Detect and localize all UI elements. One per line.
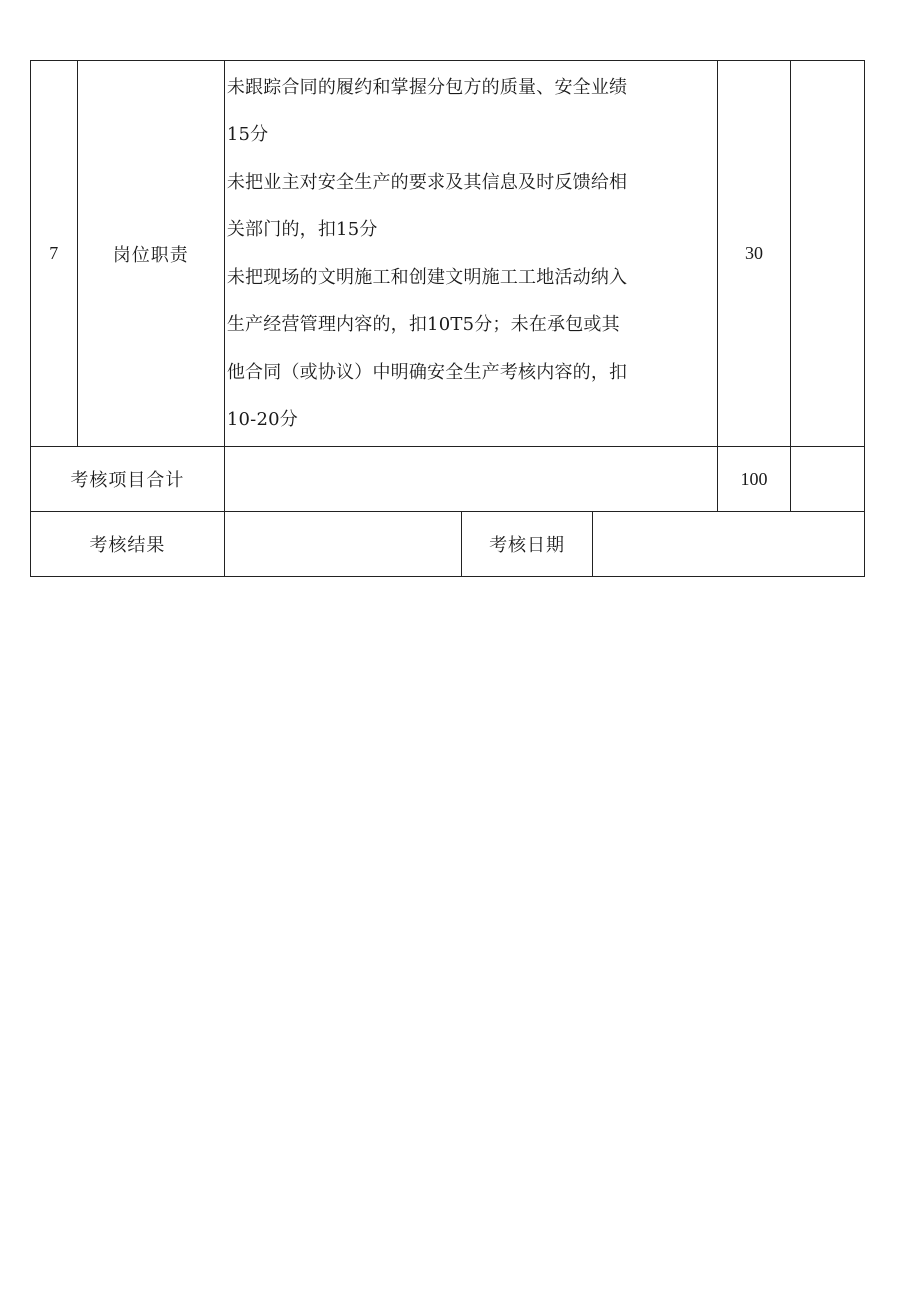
- criteria-line: 关部门的，扣15分: [226, 219, 378, 240]
- assessment-table: [30, 60, 865, 577]
- row-index-cell: 7: [31, 61, 78, 447]
- result-label-cell: 考核结果: [31, 512, 225, 577]
- criteria-line: 未跟踪合同的履约和掌握分包方的质量、安全业绩: [226, 76, 628, 98]
- criteria-line: 10-20分: [226, 409, 298, 430]
- date-value-cell[interactable]: [593, 512, 865, 577]
- total-self-score-cell[interactable]: [791, 447, 865, 512]
- criteria-line: 生产经营管理内容的，扣10T5分；未在承包或其: [226, 314, 620, 335]
- result-value-cell[interactable]: [224, 512, 461, 577]
- self-score-cell[interactable]: [791, 61, 865, 447]
- criteria-line: 他合同（或协议）中明确安全生产考核内容的，扣: [226, 361, 628, 383]
- assessment-table-page: [30, 60, 865, 577]
- criteria-line: 未把业主对安全生产的要求及其信息及时反馈给相: [226, 171, 628, 193]
- standard-score-cell: 30: [717, 61, 791, 447]
- assessment-item-cell: 岗位职责: [77, 61, 224, 447]
- total-label-cell: 考核项目合计: [31, 447, 225, 512]
- date-label-cell: 考核日期: [462, 512, 593, 577]
- table-row-7: [31, 61, 865, 447]
- total-content-cell: [224, 447, 717, 512]
- criteria-line: 未把现场的文明施工和创建文明施工工地活动纳入: [226, 266, 628, 288]
- criteria-line: 15分: [226, 124, 269, 145]
- deduction-criteria-cell: [224, 61, 717, 447]
- table-row-result: [31, 512, 865, 577]
- table-row-total: [31, 447, 865, 512]
- total-score-cell: 100: [717, 447, 791, 512]
